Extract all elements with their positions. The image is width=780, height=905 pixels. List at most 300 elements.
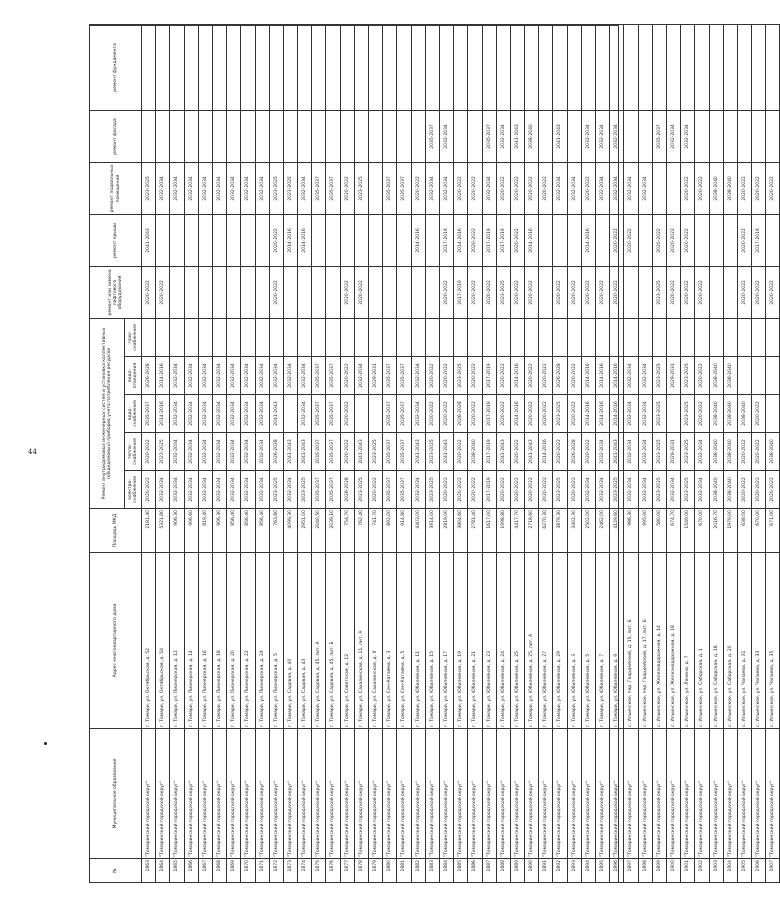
cell-electric: 2038-2040 — [723, 471, 737, 509]
cell-area: 856,40 — [241, 509, 255, 553]
cell-water: 2014-2016 — [156, 395, 170, 433]
table-row — [468, 24, 482, 882]
table-row — [227, 24, 241, 882]
cell-foundation — [553, 24, 567, 110]
cell-roof: 2020-2022 — [610, 214, 624, 266]
cell-number: 1899 — [652, 859, 666, 883]
cell-number: 1877 — [340, 859, 354, 883]
cell-elevator — [397, 266, 411, 318]
cell-gas — [567, 318, 581, 356]
cell-elevator: 2020-2022 — [468, 266, 482, 318]
table-row — [752, 24, 766, 882]
cell-basement: 2020-2022 — [525, 162, 539, 214]
cell-elevator — [383, 266, 397, 318]
cell-elevator: 2020-2022 — [752, 266, 766, 318]
cell-area: 754,70 — [340, 509, 354, 553]
cell-municipality: "Томаринский городской округ" — [737, 729, 751, 859]
cell-number: 1889 — [510, 859, 524, 883]
cell-number: 1902 — [695, 859, 709, 883]
table-row — [766, 24, 780, 882]
table-row — [525, 24, 539, 882]
cell-basement: 2032-2034 — [553, 162, 567, 214]
cell-electric: 2032-2034 — [666, 471, 680, 509]
cell-water: 2038-2040 — [723, 395, 737, 433]
cell-sewer: 2032-2034 — [354, 357, 368, 395]
cell-number: 1883 — [425, 859, 439, 883]
cell-electric: 2032-2034 — [411, 471, 425, 509]
cell-basement — [666, 162, 680, 214]
cell-gas — [170, 318, 184, 356]
cell-roof: 2020-2022 — [681, 214, 695, 266]
cell-sewer: 2032-2034 — [411, 357, 425, 395]
cell-electric: 2032-2034 — [638, 471, 652, 509]
cell-number: 1890 — [525, 859, 539, 883]
cell-water: 2020-2022 — [425, 395, 439, 433]
cell-address: с. Ильинское, ул. Железнодорожная, д. 14 — [652, 553, 666, 729]
cell-basement: 2032-2034 — [638, 162, 652, 214]
cell-municipality: "Томаринский городской округ" — [255, 729, 269, 859]
cell-facade: 2041-2043 — [553, 110, 567, 162]
cell-heat: 2020-2022 — [581, 433, 595, 471]
cell-elevator — [241, 266, 255, 318]
cell-address: г. Томари, ул. Сахалинская, д. 9 — [369, 553, 383, 729]
cell-area: 2040,50 — [312, 509, 326, 553]
cell-roof — [198, 214, 212, 266]
cell-facade — [326, 110, 340, 162]
cell-electric: 2032-2034 — [255, 471, 269, 509]
cell-electric: 2035-2037 — [326, 471, 340, 509]
cell-water: 2020-2022 — [496, 395, 510, 433]
table-row — [567, 24, 581, 882]
cell-heat: 2035-2037 — [326, 433, 340, 471]
cell-area: 995,00 — [638, 509, 652, 553]
cell-water: 2020-2022 — [525, 395, 539, 433]
cell-gas — [227, 318, 241, 356]
cell-gas — [581, 318, 595, 356]
cell-foundation — [666, 24, 680, 110]
cell-number: 1875 — [312, 859, 326, 883]
cell-municipality: "Томаринский городской округ" — [610, 729, 624, 859]
cell-electric: 2026-2028 — [340, 471, 354, 509]
cell-heat: 2032-2034 — [255, 433, 269, 471]
cell-address: с. Ильинское, ул. Чапаева, д. 35 — [766, 553, 780, 729]
cell-heat: 2035-2037 — [383, 433, 397, 471]
cell-area: 4403,00 — [411, 509, 425, 553]
cell-heat: 2026-2028 — [269, 433, 283, 471]
cell-municipality: "Томаринский городской округ" — [411, 729, 425, 859]
cell-sewer: 2032-2034 — [241, 357, 255, 395]
cell-address: г. Томари, ул. Пионерская, д. 24 — [255, 553, 269, 729]
table-row — [170, 24, 184, 882]
cell-elevator — [638, 266, 652, 318]
cell-roof — [397, 214, 411, 266]
cell-foundation — [695, 24, 709, 110]
cell-sewer: 2020-2022 — [425, 357, 439, 395]
cell-address: г. Томари, ул. Юбилейная, д. 25 — [510, 553, 524, 729]
cell-gas — [156, 318, 170, 356]
cell-elevator: 2020-2022 — [766, 266, 780, 318]
table-row — [269, 24, 283, 882]
header-foundation: ремонт фундамента — [90, 24, 142, 110]
table-row — [198, 24, 212, 882]
cell-water: 2014-2016 — [581, 395, 595, 433]
cell-heat: 2032-2034 — [212, 433, 226, 471]
cell-municipality: "Томаринский городской округ" — [624, 729, 638, 859]
cell-facade: 2035-2037 — [425, 110, 439, 162]
cell-address: г. Томари, ул. Юбилейная, д. 7 — [596, 553, 610, 729]
table-row — [411, 24, 425, 882]
cell-sewer: 2020-2022 — [539, 357, 553, 395]
cell-sewer: 2035-2037 — [397, 357, 411, 395]
cell-water: 2020-2022 — [752, 395, 766, 433]
cell-elevator: 2023-2025 — [496, 266, 510, 318]
cell-municipality: "Томаринский городской округ" — [709, 729, 723, 859]
cell-basement: 2032-2034 — [241, 162, 255, 214]
header-water: водо-снабжения — [125, 395, 142, 433]
cell-foundation — [170, 24, 184, 110]
cell-basement: 2020-2022 — [510, 162, 524, 214]
cell-municipality: "Томаринский городской округ" — [681, 729, 695, 859]
cell-roof: 2014-2016 — [525, 214, 539, 266]
cell-number: 1878 — [354, 859, 368, 883]
cell-roof — [369, 214, 383, 266]
cell-foundation — [142, 24, 156, 110]
cell-gas — [553, 318, 567, 356]
cell-elevator: 2020-2022 — [737, 266, 751, 318]
cell-sewer: 2032-2034 — [269, 357, 283, 395]
cell-facade — [212, 110, 226, 162]
table-row — [581, 24, 595, 882]
cell-number: 1900 — [666, 859, 680, 883]
cell-heat: 2032-2034 — [596, 433, 610, 471]
cell-electric: 2032-2034 — [184, 471, 198, 509]
cell-basement: 2020-2022 — [496, 162, 510, 214]
cell-number: 1884 — [439, 859, 453, 883]
cell-elevator: 2020-2022 — [681, 266, 695, 318]
cell-area: 2718,60 — [525, 509, 539, 553]
cell-basement: 2020-2022 — [695, 162, 709, 214]
cell-roof — [766, 214, 780, 266]
cell-basement: 2032-2034 — [567, 162, 581, 214]
cell-sewer: 2032-2034 — [184, 357, 198, 395]
cell-area: 2039,10 — [326, 509, 340, 553]
cell-heat: 2026-2028 — [567, 433, 581, 471]
table-row — [539, 24, 553, 882]
table-row — [241, 24, 255, 882]
cell-municipality: "Томаринский городской округ" — [482, 729, 496, 859]
cell-facade — [766, 110, 780, 162]
cell-water: 2032-2034 — [255, 395, 269, 433]
cell-gas — [454, 318, 468, 356]
cell-elevator: 2020-2022 — [269, 266, 283, 318]
cell-municipality: "Томаринский городской округ" — [567, 729, 581, 859]
cell-area: 1617,00 — [482, 509, 496, 553]
cell-sewer: 2032-2034 — [298, 357, 312, 395]
cell-water: 2014-2016 — [610, 395, 624, 433]
header-heat: тепло-снабжения — [125, 433, 142, 471]
cell-water: 2038-2040 — [737, 395, 751, 433]
cell-water: 2020-2022 — [340, 395, 354, 433]
cell-address: г. Томари, ул. Сен-Катаяма, д. 5 — [397, 553, 411, 729]
cell-gas — [681, 318, 695, 356]
cell-gas — [482, 318, 496, 356]
cell-basement: 2035-2037 — [397, 162, 411, 214]
cell-gas — [596, 318, 610, 356]
cell-address: г. Томари, ул. Юбилейная, д. 29 — [553, 553, 567, 729]
cell-area: 4129,60 — [610, 509, 624, 553]
cell-basement: 2032-2034 — [624, 162, 638, 214]
cell-number: 1893 — [567, 859, 581, 883]
cell-electric: 2023-2025 — [354, 471, 368, 509]
cell-roof: 2020-2022 — [737, 214, 751, 266]
header-area: Площадь МКД — [90, 509, 142, 553]
cell-gas — [298, 318, 312, 356]
cell-municipality: "Томаринский городской округ" — [369, 729, 383, 859]
cell-area: 906,30 — [170, 509, 184, 553]
cell-area: 819,40 — [198, 509, 212, 553]
cell-sewer: 2035-2037 — [312, 357, 326, 395]
cell-area: 2951,00 — [298, 509, 312, 553]
cell-facade — [369, 110, 383, 162]
cell-foundation — [539, 24, 553, 110]
cell-foundation — [496, 24, 510, 110]
cell-elevator — [723, 266, 737, 318]
cell-foundation — [269, 24, 283, 110]
table-row — [681, 24, 695, 882]
cell-gas — [752, 318, 766, 356]
cell-address: г. Томари, ул. Садовая, д. 45, лит. А — [312, 553, 326, 729]
cell-heat: 2035-2037 — [397, 433, 411, 471]
cell-facade: 2038-2040 — [525, 110, 539, 162]
cell-roof — [723, 214, 737, 266]
cell-sewer: 2017-2019 — [482, 357, 496, 395]
cell-foundation — [567, 24, 581, 110]
cell-sewer: 2038-2040 — [723, 357, 737, 395]
cell-number: 1874 — [298, 859, 312, 883]
cell-sewer: 2026-2028 — [142, 357, 156, 395]
cell-electric: 2023-2025 — [553, 471, 567, 509]
cell-sewer: 2032-2034 — [624, 357, 638, 395]
cell-roof — [326, 214, 340, 266]
cell-electric: 2035-2037 — [397, 471, 411, 509]
cell-sewer: 2038-2040 — [709, 357, 723, 395]
cell-municipality: "Томаринский городской округ" — [340, 729, 354, 859]
cell-water — [666, 395, 680, 433]
cell-roof — [383, 214, 397, 266]
cell-water — [766, 395, 780, 433]
cell-foundation — [581, 24, 595, 110]
cell-sewer: 2020-2022 — [525, 357, 539, 395]
cell-foundation — [652, 24, 666, 110]
cell-gas — [638, 318, 652, 356]
cell-foundation — [525, 24, 539, 110]
cell-facade — [695, 110, 709, 162]
cell-heat: 2041-2043 — [610, 433, 624, 471]
cell-heat: 2041-2043 — [354, 433, 368, 471]
cell-heat: 2041-2043 — [411, 433, 425, 471]
cell-heat: 2023-2025 — [369, 433, 383, 471]
cell-address: г. Томари, ул. Юбилейная, д. 27 — [539, 553, 553, 729]
cell-number: 1892 — [553, 859, 567, 883]
cell-heat: 2023-2025 — [156, 433, 170, 471]
cell-water — [283, 395, 297, 433]
header-elevator: ремонт или замена лифтового оборудования — [90, 266, 142, 318]
cell-facade — [340, 110, 354, 162]
cell-basement — [369, 162, 383, 214]
cell-facade — [269, 110, 283, 162]
cell-roof — [539, 214, 553, 266]
cell-number: 1869 — [227, 859, 241, 883]
cell-elevator: 2020-2022 — [482, 266, 496, 318]
cell-area: 674,70 — [666, 509, 680, 553]
cell-area: 986,30 — [624, 509, 638, 553]
cell-area: 638,00 — [737, 509, 751, 553]
cell-foundation — [184, 24, 198, 110]
cell-basement: 2032-2034 — [255, 162, 269, 214]
cell-water: 2014-2016 — [510, 395, 524, 433]
table-row — [709, 24, 723, 882]
cell-basement: 2020-2022 — [411, 162, 425, 214]
cell-water — [354, 395, 368, 433]
cell-sewer: 2032-2034 — [170, 357, 184, 395]
cell-water: 2020-2022 — [539, 395, 553, 433]
cell-basement: 2023-2025 — [283, 162, 297, 214]
cell-heat: 2032-2034 — [184, 433, 198, 471]
cell-municipality: "Томаринский городской округ" — [454, 729, 468, 859]
cell-foundation — [241, 24, 255, 110]
cell-roof — [425, 214, 439, 266]
table-row — [156, 24, 170, 882]
cell-foundation — [638, 24, 652, 110]
cell-area: 3804,60 — [454, 509, 468, 553]
cell-electric: 2020-2022 — [567, 471, 581, 509]
cell-elevator: 2020-2022 — [695, 266, 709, 318]
cell-address: г. Томари, ул. Сен-Катаяма, д. 3 — [383, 553, 397, 729]
cell-facade: 2032-2034 — [581, 110, 595, 162]
cell-foundation — [723, 24, 737, 110]
cell-elevator: 2020-2022 — [439, 266, 453, 318]
cell-foundation — [340, 24, 354, 110]
cell-foundation — [255, 24, 269, 110]
cell-address: с. Ильинское, пер. Гвардейский, д. 15, лит. Б — [624, 553, 638, 729]
cell-municipality: "Томаринский городской округ" — [397, 729, 411, 859]
cell-sewer: 2014-2016 — [510, 357, 524, 395]
cell-electric: 2032-2034 — [156, 471, 170, 509]
cell-basement: 2023-2025 — [269, 162, 283, 214]
cell-address: г. Томари, ул. Юбилейная, д. 15 — [425, 553, 439, 729]
cell-number: 1888 — [496, 859, 510, 883]
cell-municipality: "Томаринский городской округ" — [170, 729, 184, 859]
cell-basement: 2023-2025 — [142, 162, 156, 214]
cell-address: г. Томари, ул. Пионерская, д. 18 — [212, 553, 226, 729]
header-engineering-systems: Ремонт внутридомовых инженерных систем и установка коллективных (общедомовых) приборов учета потребления ресурсов — [90, 318, 125, 508]
cell-area: 5321,80 — [156, 509, 170, 553]
cell-heat: 2041-2043 — [283, 433, 297, 471]
cell-foundation — [198, 24, 212, 110]
cell-heat: 2038-2040 — [468, 433, 482, 471]
table-row — [624, 24, 638, 882]
cell-area: 4099,30 — [283, 509, 297, 553]
cell-number: 1905 — [737, 859, 751, 883]
cell-foundation — [439, 24, 453, 110]
cell-water: 2032-2034 — [638, 395, 652, 433]
table-row — [666, 24, 680, 882]
cell-electric: 2038-2040 — [709, 471, 723, 509]
cell-facade — [723, 110, 737, 162]
scan-dot — [44, 742, 47, 745]
cell-electric: 2020-2022 — [369, 471, 383, 509]
cell-municipality: "Томаринский городской округ" — [283, 729, 297, 859]
cell-municipality: "Томаринский городской округ" — [354, 729, 368, 859]
cell-area: 2781,40 — [468, 509, 482, 553]
cell-area: 856,40 — [255, 509, 269, 553]
cell-facade — [397, 110, 411, 162]
cell-basement: 2032-2034 — [184, 162, 198, 214]
header-row — [90, 24, 125, 882]
table-row — [369, 24, 383, 882]
cell-municipality: "Томаринский городской округ" — [241, 729, 255, 859]
table-row — [312, 24, 326, 882]
cell-number: 1885 — [454, 859, 468, 883]
cell-municipality: "Томаринский городской округ" — [326, 729, 340, 859]
cell-roof: 2014-2016 — [283, 214, 297, 266]
cell-electric: 2020-2022 — [539, 471, 553, 509]
cell-heat: 2023-2025 — [652, 433, 666, 471]
cell-heat: 2032-2034 — [638, 433, 652, 471]
cell-water: 2023-2025 — [681, 395, 695, 433]
cell-address: г. Томари, ул. Пионерская, д. 20 — [227, 553, 241, 729]
cell-area: 892,00 — [383, 509, 397, 553]
cell-water: 2032-2034 — [241, 395, 255, 433]
cell-municipality: "Томаринский городской округ" — [184, 729, 198, 859]
cell-elevator: 2020-2022 — [510, 266, 524, 318]
cell-municipality: "Томаринский городской округ" — [142, 729, 156, 859]
cell-basement: 2032-2034 — [425, 162, 439, 214]
cell-municipality: "Томаринский городской округ" — [695, 729, 709, 859]
cell-roof — [312, 214, 326, 266]
cell-heat: 2038-2040 — [766, 433, 780, 471]
cell-electric: 2020-2022 — [525, 471, 539, 509]
cell-basement: 2020-2022 — [340, 162, 354, 214]
cell-roof: 2017-2019 — [496, 214, 510, 266]
cell-facade — [312, 110, 326, 162]
cell-address: г. Томари, ул. Садовая, д. 40 — [283, 553, 297, 729]
cell-water: 2035-2037 — [383, 395, 397, 433]
cell-number: 1872 — [269, 859, 283, 883]
cell-foundation — [397, 24, 411, 110]
cell-gas — [468, 318, 482, 356]
cell-sewer: 2014-2016 — [596, 357, 610, 395]
cell-municipality: "Томаринский городской округ" — [198, 729, 212, 859]
cell-heat: 2023-2025 — [425, 433, 439, 471]
cell-address: г. Томари, ул. Пионерская, д. 12 — [170, 553, 184, 729]
cell-gas — [255, 318, 269, 356]
cell-area: 2016,70 — [709, 509, 723, 553]
cell-municipality: "Томаринский городской округ" — [596, 729, 610, 859]
cell-basement: 2035-2037 — [326, 162, 340, 214]
table-row — [298, 24, 312, 882]
cell-roof — [638, 214, 652, 266]
cell-number: 1907 — [766, 859, 780, 883]
cell-heat: 2017-2019 — [482, 433, 496, 471]
cell-foundation — [766, 24, 780, 110]
cell-facade — [411, 110, 425, 162]
header-address: Адрес многоквартирного дома — [90, 553, 142, 729]
cell-sewer: 2026-2028 — [553, 357, 567, 395]
cell-facade: 2032-2034 — [596, 110, 610, 162]
cell-roof — [184, 214, 198, 266]
cell-address: г. Томари, ул. Советская, д. 12 — [340, 553, 354, 729]
